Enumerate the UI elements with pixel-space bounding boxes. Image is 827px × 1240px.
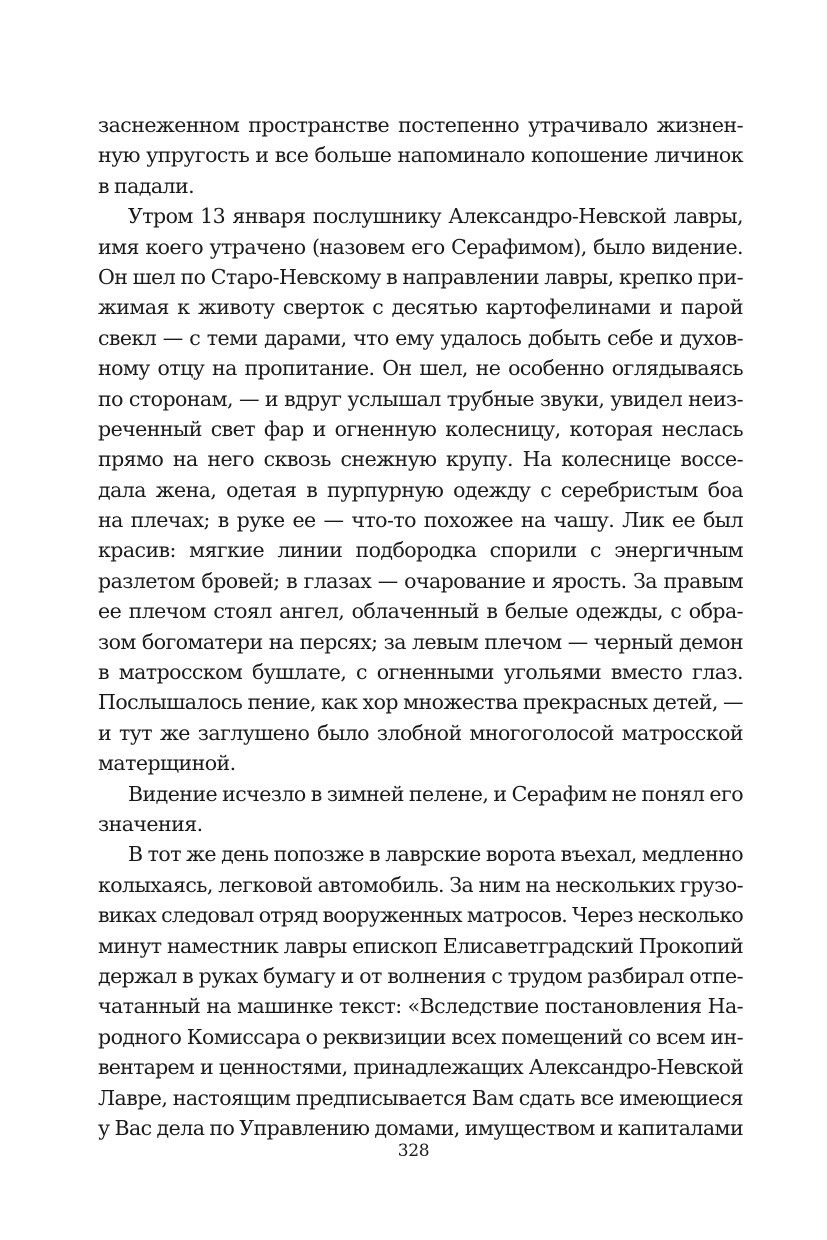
text-line: заснеженном пространстве постепенно утрачивало жизнен- <box>98 113 743 137</box>
text-line: реченный свет фар и огненную колесницу, которая неслась <box>98 416 743 441</box>
text-line: родного Комиссара о реквизиции всех помещений со всем ин- <box>98 1024 743 1049</box>
text-line: виках следовал отряд вооруженных матросов. Через несколько <box>98 903 743 928</box>
text-line: В тот же день попозже в лаврские ворота въехал, медленно <box>128 842 743 867</box>
text-line: минут наместник лавры епископ Елисаветградский Прокопий <box>98 933 743 958</box>
text-line: держал в руках бумагу и от волнения с трудом разбирал отпе- <box>98 963 743 988</box>
text-line: разлетом бровей; в глазах — очарование и ярость. За правым <box>98 568 743 593</box>
text-line: чатанный на машинке текст: «Вследствие постановления На- <box>98 994 743 1019</box>
text-line: Утром 13 января послушнику Александро-Невской лавры, <box>128 204 743 229</box>
text-line: Видение исчезло в зимней пелене, и Серафим не понял его <box>128 781 743 806</box>
text-line: ную упругость и все больше напоминало копошение личинок <box>98 143 743 168</box>
text-line: имя коего утрачено (назовем его Серафимом), было видение. <box>98 234 743 259</box>
text-line: и тут же заглушено было злобной многоголосой матросской <box>98 720 743 745</box>
text-line: дала жена, одетая в пурпурную одежду с серебристым боа <box>98 477 743 502</box>
page-body-text <box>98 110 743 1143</box>
text-line: свекл — с теми дарами, что ему удалось добыть себе и духов- <box>98 325 743 350</box>
text-line: в падали. <box>98 173 195 198</box>
text-line: Лавре, настоящим предписывается Вам сдать все имеющиеся <box>98 1085 743 1110</box>
page-number: 328 <box>397 1141 430 1161</box>
text-line: зом богоматери на персях; за левым плечом — черный демон <box>98 629 743 654</box>
text-line: матерщиной. <box>98 751 236 776</box>
text-line: Послышалось пение, как хор множества прекрасных детей, — <box>98 690 743 715</box>
text-line: колыхаясь, легковой автомобиль. За ним на нескольких грузо- <box>98 872 743 897</box>
text-line: вентарем и ценностями, принадлежащих Александро-Невской <box>98 1055 743 1080</box>
text-line: ее плечом стоял ангел, облаченный в белые одежды, с обра- <box>98 599 743 624</box>
text-line: красив: мягкие линии подбородка спорили с энергичным <box>98 538 743 563</box>
text-line: в матросском бушлате, с огненными угольями вместо глаз. <box>98 660 743 685</box>
text-line: Он шел по Старо-Невскому в направлении лавры, крепко при- <box>98 264 743 289</box>
text-line: у Вас дела по Управлению домами, имуществом и капиталами <box>98 1115 744 1140</box>
text-line: прямо на него сквозь снежную крупу. На колеснице воссе- <box>98 447 743 472</box>
text-line: значения. <box>98 811 203 836</box>
text-line: по сторонам, — и вдруг услышал трубные звуки, увидел неиз- <box>98 386 743 411</box>
text-line: жимая к животу сверток с десятью картофелинами и парой <box>98 295 743 320</box>
text-line: на плечах; в руке ее — что-то похожее на чашу. Лик ее был <box>98 508 743 533</box>
text-line: ному отцу на пропитание. Он шел, не особенно оглядываясь <box>98 356 743 381</box>
